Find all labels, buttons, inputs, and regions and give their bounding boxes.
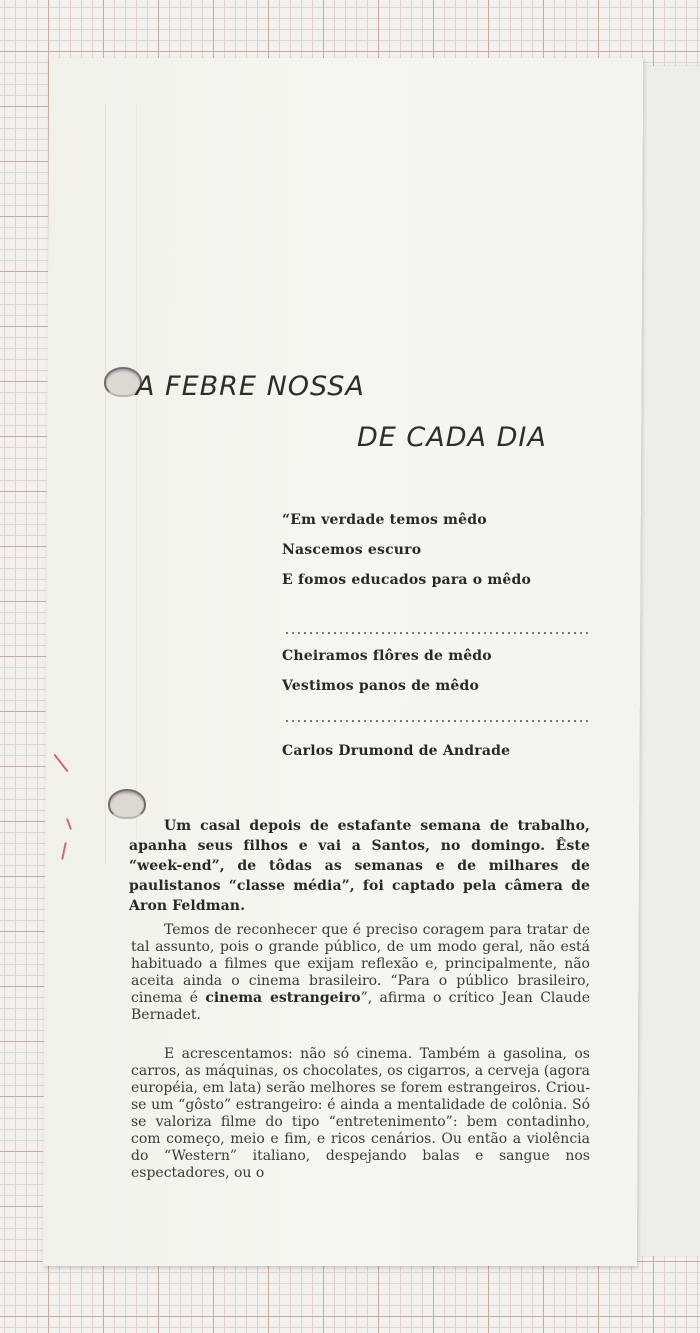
paragraph-text: Temos de reconhecer que é preciso coragem para tratar de tal assunto, pois o grande público, de um modo geral, não está habituado a filmes que exijam reflexão e, principalmente, não aceita ainda o cinema brasileiro. “Para o público brasileiro, cinema é — [131, 922, 590, 1006]
epigraph-line: Nascemos escuro — [282, 542, 422, 558]
paragraph-text: ”, afirma o crítico Jean Claude Bernadet. — [131, 990, 590, 1023]
epigraph-author: Carlos Drumond de Andrade — [282, 743, 511, 759]
epigraph-line: “Em verdade temos mêdo — [282, 512, 487, 528]
emphasis-text: cinema estrangeiro — [205, 990, 361, 1006]
body-paragraph: E acrescentamos: não só cinema. Também a gasolina, os carros, as máquinas, os chocolates, os cigarros, a cerveja (agora européia, em lata) serão melhores se forem estrangeiros. Criou-se um “gôsto” estrangeiro: é ainda a mentalidade de colônia. Só se valoriza filme do tipo “entretenimento”: bem contadinho, com começo, meio e fim, e ricos cenários. Ou então a violência do “Western” italiano, despejando balas e sangue nos espectadores, ou o — [131, 1046, 590, 1181]
epigraph-line: E fomos educados para o mêdo — [282, 572, 532, 588]
article-title-line-1: A FEBRE NOSSA — [136, 371, 365, 402]
ellipsis-divider — [284, 720, 588, 722]
ellipsis-divider — [284, 632, 588, 634]
article-title-line-2: DE CADA DIA — [357, 422, 547, 453]
intro-paragraph: Um casal depois de estafante semana de trabalho, apanha seus filhos e vai a Santos, no domingo. Êste “week-end”, de tôdas as semanas e de milhares de paulistanos “classe média”, foi captado pela câmera de Aron Feldman. — [129, 818, 590, 914]
punch-hole — [108, 789, 146, 819]
epigraph-line: Cheiramos flôres de mêdo — [282, 648, 492, 664]
body-paragraph — [131, 922, 590, 1024]
epigraph-line: Vestimos panos de mêdo — [282, 678, 480, 694]
show-through-text — [105, 105, 137, 865]
